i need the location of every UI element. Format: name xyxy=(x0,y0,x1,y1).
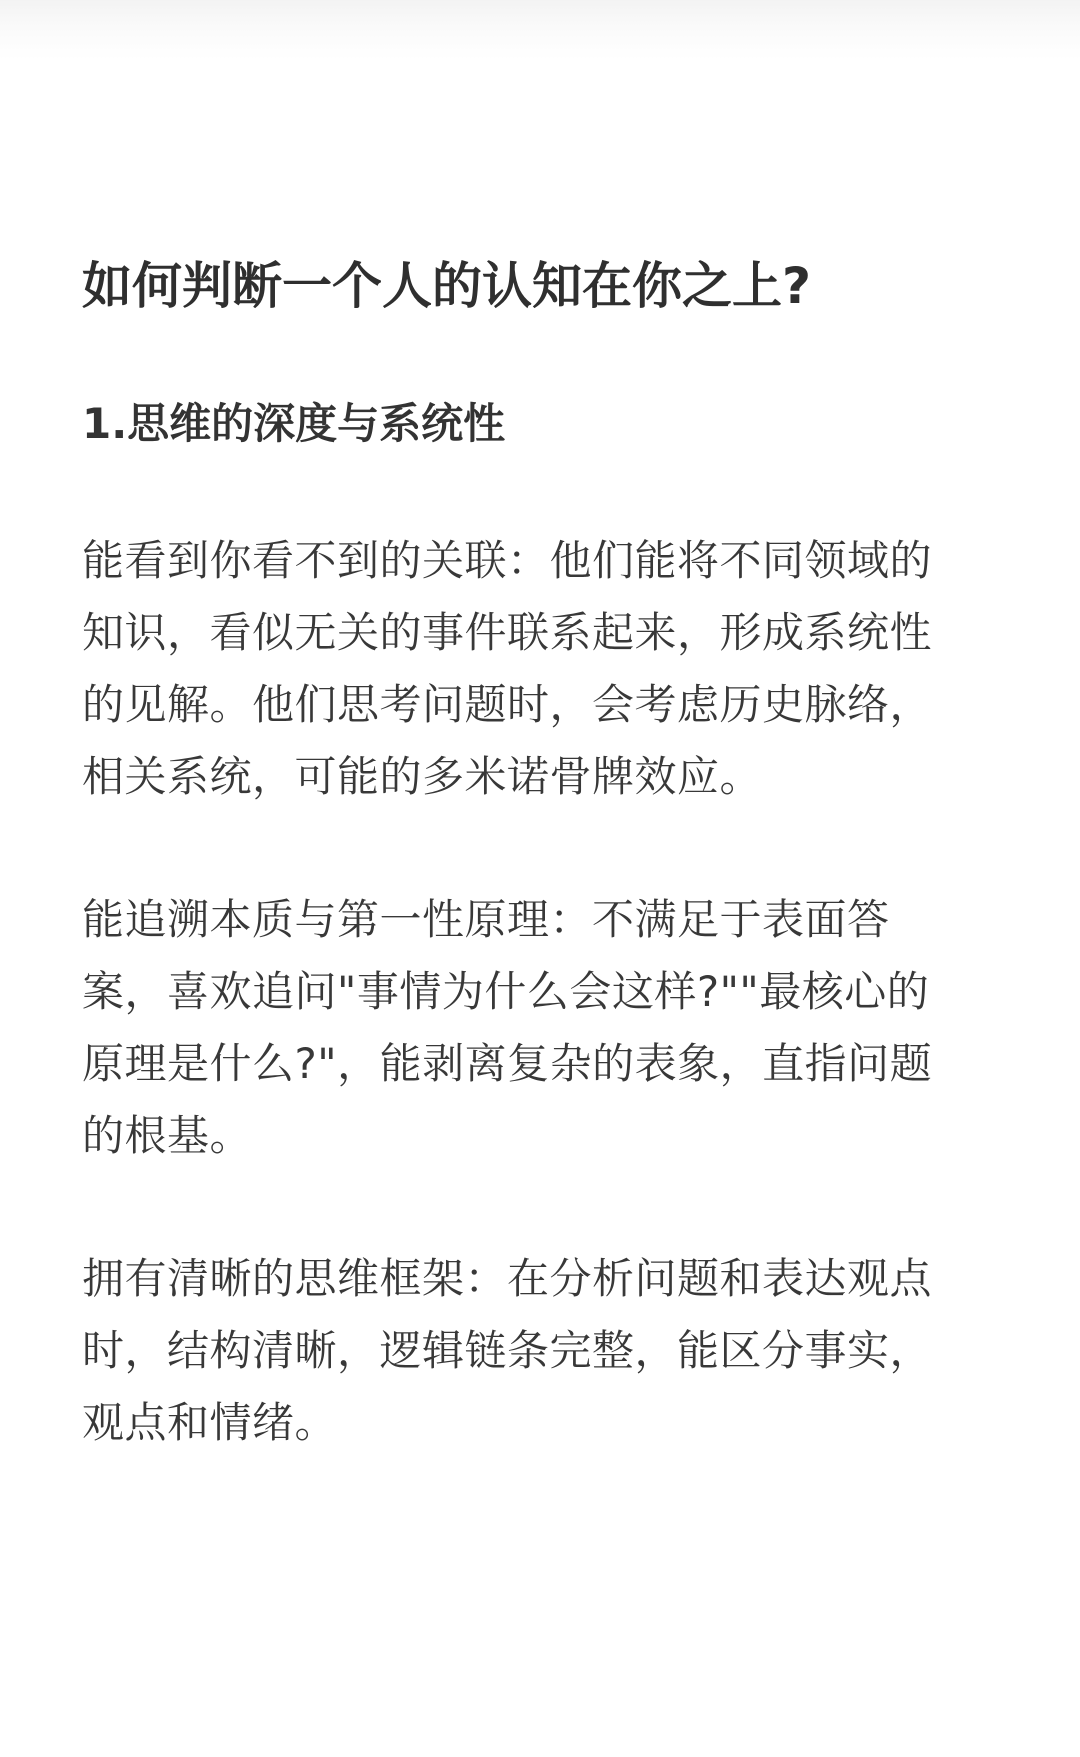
top-fade xyxy=(0,0,1080,60)
article xyxy=(82,250,1042,1459)
paragraph-thinking-framework xyxy=(82,1243,1037,1459)
paragraph-line: 案，喜欢追问"事情为什么会这样?""最核心的 xyxy=(82,967,930,1016)
article-title: 如何判断一个人的认知在你之上? xyxy=(82,257,812,315)
paragraph-first-principles xyxy=(82,884,1037,1172)
paragraph-line: 能看到你看不到的关联：他们能将不同领域的 xyxy=(82,536,933,585)
section-heading: 1.思维的深度与系统性 xyxy=(82,399,506,448)
paragraph-line: 的见解。他们思考问题时，会考虑历史脉络， xyxy=(82,680,933,729)
paragraph-line: 知识，看似无关的事件联系起来，形成系统性 xyxy=(82,608,933,657)
paragraph-line: 能追溯本质与第一性原理：不满足于表面答 xyxy=(82,895,890,944)
paragraph-line: 拥有清晰的思维框架：在分析问题和表达观点 xyxy=(82,1254,933,1303)
paragraph-line: 相关系统，可能的多米诺骨牌效应。 xyxy=(82,752,763,801)
paragraph-line: 时，结构清晰，逻辑链条完整，能区分事实， xyxy=(82,1326,933,1375)
paragraph-line: 的根基。 xyxy=(82,1111,253,1160)
paragraph-line: 原理是什么?"，能剥离复杂的表象，直指问题 xyxy=(82,1039,933,1088)
paragraph-relations xyxy=(82,525,1037,813)
paragraph-line: 观点和情绪。 xyxy=(82,1398,338,1447)
